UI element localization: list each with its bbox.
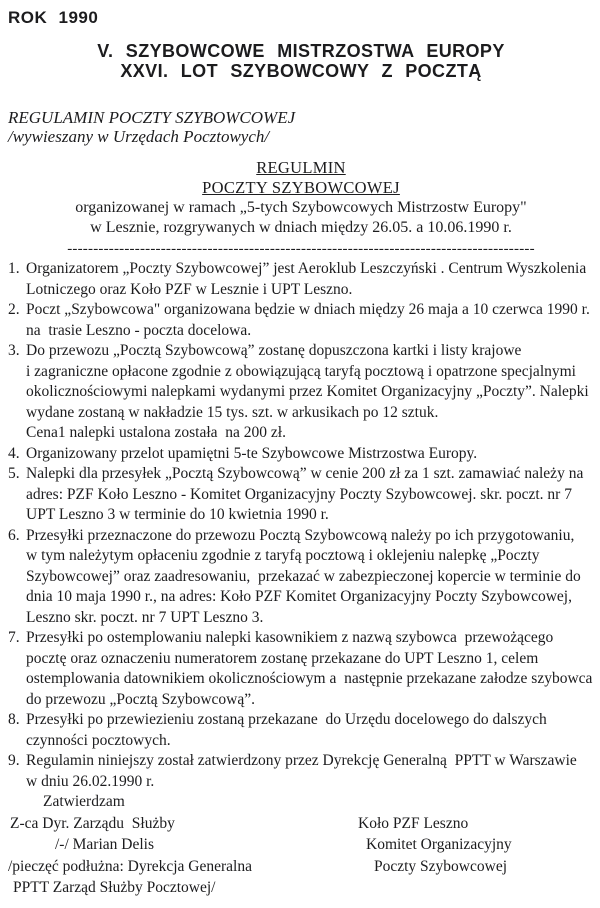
heading-line-1: REGULMIN: [256, 158, 346, 177]
item-text: w tym należytym opłaceniu zgodnie z taryfą pocztową i oklejeniu nalepkę „Poczty: [26, 547, 540, 564]
heading-line-3: organizowanej w ramach „5-tych Szybowcowych Mistrzostw Europy": [75, 199, 527, 216]
list-item-4: [8, 444, 594, 465]
document-subtitle: [8, 108, 594, 146]
item-number: 1.: [8, 260, 20, 277]
item-text: Lotniczego oraz Koło PZF w Lesznie i UPT Leszno.: [26, 280, 353, 298]
item-text: Leszno skr. poczt. nr 7 UPT Leszno 3.: [26, 608, 264, 626]
item-text: Przesyłki po przewiezieniu zostaną przekazane do Urzędu docelowego do dalszych: [26, 711, 547, 728]
organization-line-2: Komitet Organizacyjny: [366, 836, 512, 853]
item-number: 6.: [8, 526, 20, 544]
dashed-divider: ------------------------------------------------------------------------------------------: [67, 241, 535, 257]
item-text: okolicznościowymi nalepkami wydanymi przez Komitet Organizacyjny „Poczty”. Nalepki: [26, 383, 589, 400]
item-text: Przesyłki po ostemplowaniu nalepki kasownikiem z nazwą szybowca przewożącego: [26, 629, 554, 646]
approval-label: Zatwierdzam: [43, 793, 125, 810]
signature-block: [8, 813, 594, 908]
item-number: 3.: [8, 342, 20, 359]
regulation-items: [8, 259, 594, 792]
list-item-7: [8, 628, 594, 710]
item-number: 9.: [8, 752, 20, 769]
stamp-note-line-1: /pieczęć podłużna: Dyrekcja Generalna: [8, 857, 252, 875]
item-text: Przesyłki przeznaczone do przewozu Pocztą Szybowcową należy po ich przygotowaniu,: [26, 526, 575, 544]
heading-line-2: POCZTY SZYBOWCOWEJ: [202, 178, 400, 197]
item-number: 4.: [8, 444, 20, 462]
list-item-8: [8, 710, 594, 751]
item-text: adres: PZF Koło Leszno - Komitet Organizacyjny Poczty Szybowcowej. skr. poczt. nr 7: [26, 485, 572, 503]
signature-left-column: [8, 813, 252, 899]
item-text: wydane zostaną w nakładzie 15 tys. szt. w arkusikach po 12 sztuk.: [26, 403, 439, 421]
item-text: UPT Leszno 3 w terminie do 10 kwietnia 1990 r.: [26, 506, 329, 523]
signature-right-column: [358, 813, 512, 878]
item-number: 2.: [8, 301, 20, 318]
signatory-role: Z-ca Dyr. Zarządu Służby: [10, 814, 175, 832]
list-item-3: [8, 341, 594, 444]
item-text: dnia 10 maja 1990 r., na adres: Koło PZF Komitet Organizacyjny Poczty Szybowcowej,: [26, 588, 572, 605]
item-number: 5.: [8, 465, 20, 482]
subtitle-line-2: /wywieszany w Urzędach Pocztowych/: [8, 127, 270, 146]
list-item-2: [8, 300, 594, 341]
item-text: i zagraniczne opłacone zgodnie z obowiązującą taryfą pocztową i opatrzone specjalnymi: [26, 362, 576, 380]
item-number: 7.: [8, 629, 20, 646]
title-line-1: V. SZYBOWCOWE MISTRZOSTWA EUROPY: [97, 41, 505, 61]
item-text: Organizowany przelot upamiętni 5-te Szybowcowe Mistrzostwa Europy.: [26, 444, 478, 462]
item-number: 8.: [8, 711, 20, 728]
item-text: Do przewozu „Pocztą Szybowcową” zostanę dopuszczona kartki i listy krajowe: [26, 342, 522, 359]
item-text: ostemplowania datownikiem okolicznościowym a następnie przekazane załodze szybowca: [26, 670, 593, 687]
item-text: Szybowcowej” oraz zaadresowaniu, przekazać w zabezpieczonej kopercie w terminie do: [26, 567, 581, 585]
item-text: czynności pocztowych.: [26, 731, 171, 749]
organization-line-3: Poczty Szybowcowej: [374, 857, 508, 875]
item-text: Cena1 nalepki ustalona została na 200 zł.: [26, 424, 286, 441]
title-line-2: XXVI. LOT SZYBOWCOWY Z POCZTĄ: [120, 61, 482, 81]
list-item-1: [8, 259, 594, 300]
item-text: na trasie Leszno - poczta docelowa.: [26, 321, 252, 339]
list-item-6: [8, 526, 594, 629]
list-item-5: [8, 464, 594, 526]
item-text: Organizatorem „Poczty Szybowcowej” jest Aeroklub Leszczyński . Centrum Wyszkolenia: [26, 260, 587, 277]
subtitle-line-1: REGULAMIN POCZTY SZYBOWCOWEJ: [8, 108, 296, 127]
document-title: [8, 41, 594, 81]
item-text: Regulamin niniejszy został zatwierdzony przez Dyrekcję Generalną PPTT w Warszawie: [26, 752, 577, 769]
organization-line-1: Koło PZF Leszno: [358, 814, 469, 832]
item-text: w dniu 26.02.1990 r.: [26, 772, 155, 790]
heading-line-4: w Lesznie, rozgrywanych w dniach między 26.05. a 10.06.1990 r.: [90, 219, 512, 236]
item-text: pocztę oraz oznaczeniu numeratorem zostanę przekazane do UPT Leszno 1, celem: [26, 649, 539, 667]
signatory-name: /-/ Marian Delis: [55, 836, 155, 853]
item-text: Poczt „Szybowcowa" organizowana będzie w dniach między 26 maja a 10 czerwca 1990 r.: [26, 301, 590, 318]
regulation-heading: [8, 158, 594, 238]
item-text: do przewozu „Pocztą Szybowcową”.: [26, 690, 255, 708]
document-year: ROK 1990: [8, 8, 99, 27]
stamp-note-line-2: PPTT Zarząd Służby Pocztowej/: [13, 879, 216, 896]
item-text: Nalepki dla przesyłek „Pocztą Szybowcową” w cenie 200 zł za 1 szt. zamawiać należy na: [26, 465, 584, 482]
list-item-9: [8, 751, 594, 792]
